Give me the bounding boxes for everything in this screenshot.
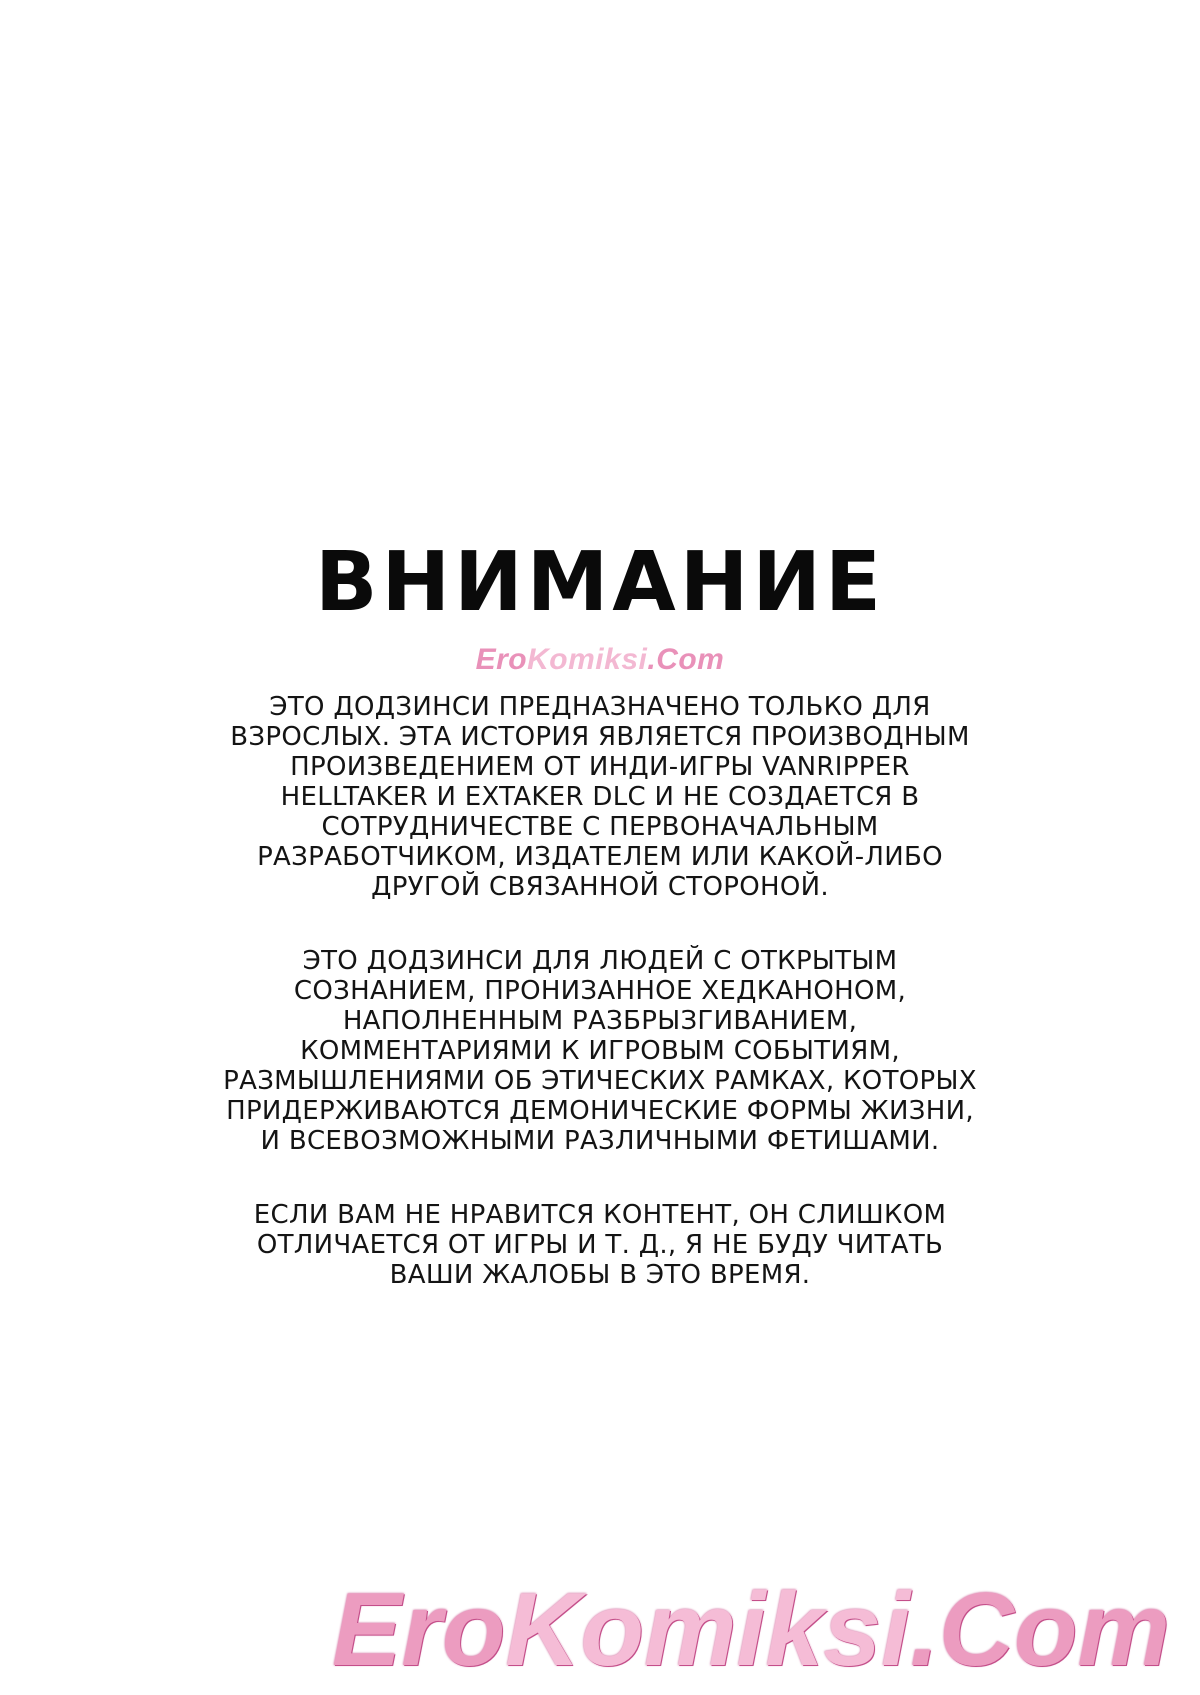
text-line: ПРИДЕРЖИВАЮТСЯ ДЕМОНИЧЕСКИЕ ФОРМЫ ЖИЗНИ, [226, 1096, 974, 1126]
watermark-small-part3: .Com [647, 643, 725, 676]
text-line: КОММЕНТАРИЯМИ К ИГРОВЫМ СОБЫТИЯМ, [300, 1036, 900, 1066]
text-line: РАЗМЫШЛЕНИЯМИ ОБ ЭТИЧЕСКИХ РАМКАХ, КОТОРЫХ [223, 1066, 977, 1096]
text-line: РАЗРАБОТЧИКОМ, ИЗДАТЕЛЕМ ИЛИ КАКОЙ-ЛИБО [257, 842, 943, 872]
watermark-large-part3: .Com [910, 1572, 1170, 1688]
text-line: НАПОЛНЕННЫМ РАЗБРЫЗГИВАНИЕМ, [342, 1006, 858, 1036]
watermark-large-part2: Komiksi [505, 1572, 910, 1688]
text-line: И ВСЕВОЗМОЖНЫМИ РАЗЛИЧНЫМИ ФЕТИШАМИ. [260, 1126, 940, 1156]
text-line: ЕСЛИ ВАМ НЕ НРАВИТСЯ КОНТЕНТ, ОН СЛИШКОМ [253, 1200, 947, 1230]
watermark-small [0, 645, 1200, 675]
text-line: ОТЛИЧАЕТСЯ ОТ ИГРЫ И Т. Д., Я НЕ БУДУ ЧИТАТЬ [256, 1230, 944, 1260]
paragraph-spacer [200, 1156, 1000, 1200]
text-line: ЭТО ДОДЗИНСИ ПРЕДНАЗНАЧЕНО ТОЛЬКО ДЛЯ [269, 692, 931, 722]
text-line: ПРОИЗВЕДЕНИЕМ ОТ ИНДИ-ИГРЫ VANRIPPER [290, 752, 910, 782]
paragraph-spacer [200, 902, 1000, 946]
watermark-large [332, 1572, 1170, 1688]
text-line: ДРУГОЙ СВЯЗАННОЙ СТОРОНОЙ. [371, 872, 829, 902]
paragraph-1 [200, 692, 1000, 902]
watermark-small-part2: Komiksi [527, 643, 648, 676]
page-title: ВНИМАНИЕ [314, 535, 886, 630]
warning-body [200, 692, 1000, 1290]
paragraph-2 [200, 946, 1000, 1156]
text-line: ВЗРОСЛЫХ. ЭТА ИСТОРИЯ ЯВЛЯЕТСЯ ПРОИЗВОДНЫМ [230, 722, 970, 752]
text-line: ВАШИ ЖАЛОБЫ В ЭТО ВРЕМЯ. [389, 1260, 811, 1290]
text-line: ЭТО ДОДЗИНСИ ДЛЯ ЛЮДЕЙ С ОТКРЫТЫМ [302, 946, 898, 976]
paragraph-3 [200, 1200, 1000, 1290]
text-line: СОТРУДНИЧЕСТВЕ С ПЕРВОНАЧАЛЬНЫМ [321, 812, 879, 842]
text-line: СОЗНАНИЕМ, ПРОНИЗАННОЕ ХЕДКАНОНОМ, [293, 976, 907, 1006]
watermark-small-part1: Ero [475, 643, 528, 676]
text-line: HELLTAKER И EXTAKER DLC И НЕ СОЗДАЕТСЯ В [280, 782, 920, 812]
watermark-large-part1: Ero [332, 1572, 506, 1688]
